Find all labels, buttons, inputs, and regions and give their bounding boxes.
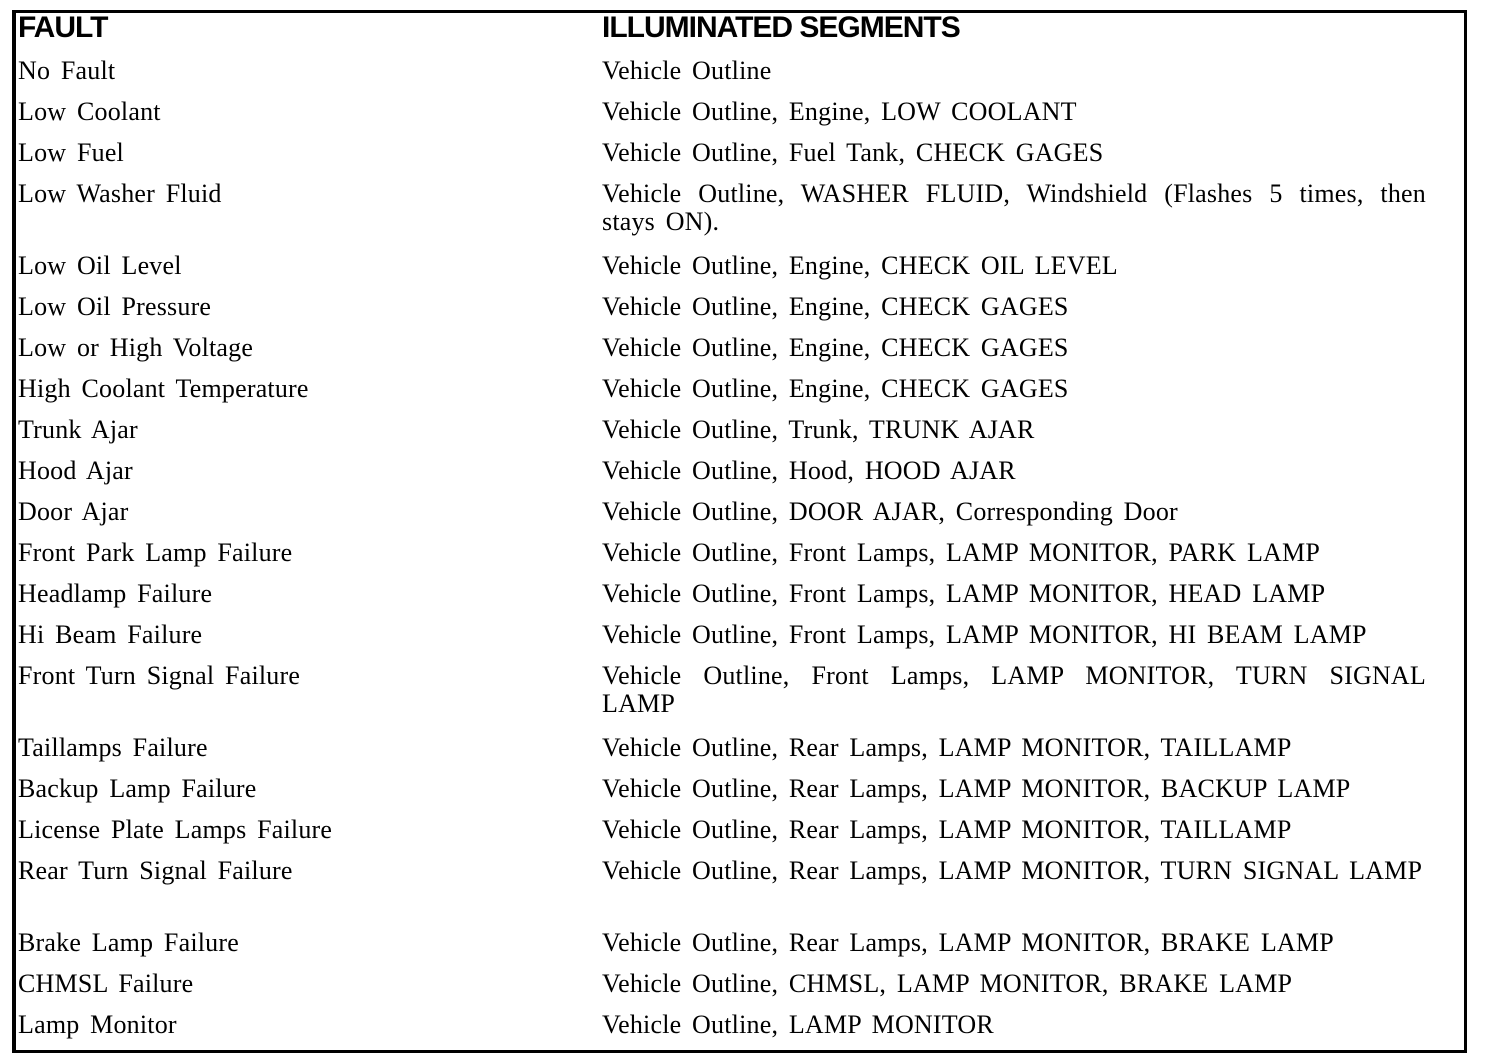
fault-cell: Rear Turn Signal Failure: [18, 856, 293, 885]
table-row: [16, 854, 1456, 926]
table-row: [16, 967, 1456, 1008]
table-row: [16, 54, 1456, 95]
segments-cell: Vehicle Outline, Rear Lamps, LAMP MONITOR, TAILLAMP: [602, 733, 1292, 762]
fault-cell: Low Oil Pressure: [18, 292, 212, 321]
table-row: [16, 536, 1456, 577]
fault-cell: Hood Ajar: [18, 456, 133, 485]
fault-cell: Brake Lamp Failure: [18, 928, 239, 957]
fault-cell: Trunk Ajar: [18, 415, 138, 444]
header-illuminated-segments: ILLUMINATED SEGMENTS: [602, 11, 960, 44]
segments-cell: Vehicle Outline, CHMSL, LAMP MONITOR, BRAKE LAMP: [602, 969, 1293, 998]
table-row: [16, 659, 1456, 731]
table-row: [16, 495, 1456, 536]
fault-cell: Low Washer Fluid: [18, 179, 222, 208]
fault-cell: Low Oil Level: [18, 251, 182, 280]
segments-cell: Vehicle Outline, DOOR AJAR, Corresponding Door: [602, 497, 1178, 526]
fault-cell: Low or High Voltage: [18, 333, 254, 362]
fault-cell: License Plate Lamps Failure: [18, 815, 333, 844]
table-row: [16, 331, 1456, 372]
fault-cell: CHMSL Failure: [18, 969, 194, 998]
table-row: [16, 95, 1456, 136]
segments-cell: Vehicle Outline, Front Lamps, LAMP MONITOR, HI BEAM LAMP: [602, 620, 1367, 649]
fault-cell: Low Coolant: [18, 97, 161, 126]
fault-cell: Backup Lamp Failure: [18, 774, 257, 803]
table-row: [16, 813, 1456, 854]
fault-cell: Lamp Monitor: [18, 1010, 177, 1039]
segments-cell: Vehicle Outline, Rear Lamps, LAMP MONITOR, TAILLAMP: [602, 815, 1292, 844]
segments-cell: Vehicle Outline, Front Lamps, LAMP MONITOR, HEAD LAMP: [602, 579, 1326, 608]
fault-cell: Hi Beam Failure: [18, 620, 203, 649]
table-row: [16, 372, 1456, 413]
segments-cell: Vehicle Outline, Rear Lamps, LAMP MONITOR, BACKUP LAMP: [602, 774, 1351, 803]
segments-cell: Vehicle Outline, Engine, LOW COOLANT: [602, 97, 1077, 126]
fault-cell: No Fault: [18, 56, 116, 85]
table-row: [16, 731, 1456, 772]
table-row: [16, 290, 1456, 331]
segments-cell: Vehicle Outline: [602, 56, 772, 85]
fault-cell: Door Ajar: [18, 497, 129, 526]
header-fault: FAULT: [18, 11, 108, 44]
segments-cell: Vehicle Outline, Rear Lamps, LAMP MONITOR, BRAKE LAMP: [602, 928, 1334, 957]
segments-cell: Vehicle Outline, WASHER FLUID, Windshield (Flashes 5 times, then stays ON).: [602, 179, 1426, 236]
segments-cell: Vehicle Outline, Front Lamps, LAMP MONITOR, TURN SIGNAL LAMP: [602, 661, 1426, 718]
fault-cell: Taillamps Failure: [18, 733, 208, 762]
segments-cell: Vehicle Outline, Engine, CHECK OIL LEVEL: [602, 251, 1118, 280]
table-row: [16, 249, 1456, 290]
segments-cell: Vehicle Outline, Fuel Tank, CHECK GAGES: [602, 138, 1104, 167]
segments-cell: Vehicle Outline, Engine, CHECK GAGES: [602, 292, 1069, 321]
table-row: [16, 413, 1456, 454]
fault-cell: Front Park Lamp Failure: [18, 538, 293, 567]
table-row: [16, 926, 1456, 967]
table-row: [16, 618, 1456, 659]
segments-cell: Vehicle Outline, Hood, HOOD AJAR: [602, 456, 1016, 485]
table-row: [16, 136, 1456, 177]
segments-cell: Vehicle Outline, Engine, CHECK GAGES: [602, 374, 1069, 403]
table-row: [16, 177, 1456, 249]
fault-table: [16, 12, 1456, 1049]
table-row: [16, 454, 1456, 495]
segments-cell: Vehicle Outline, Trunk, TRUNK AJAR: [602, 415, 1035, 444]
header-row: [16, 12, 1456, 54]
fault-cell: Low Fuel: [18, 138, 124, 167]
segments-cell: Vehicle Outline, LAMP MONITOR: [602, 1010, 994, 1039]
segments-cell: Vehicle Outline, Rear Lamps, LAMP MONITOR, TURN SIGNAL LAMP: [602, 856, 1423, 885]
table-row: [16, 577, 1456, 618]
fault-cell: Front Turn Signal Failure: [18, 661, 301, 690]
fault-cell: High Coolant Temperature: [18, 374, 309, 403]
segments-cell: Vehicle Outline, Engine, CHECK GAGES: [602, 333, 1069, 362]
table-row: [16, 1008, 1456, 1049]
table-row: [16, 772, 1456, 813]
fault-cell: Headlamp Failure: [18, 579, 213, 608]
segments-cell: Vehicle Outline, Front Lamps, LAMP MONITOR, PARK LAMP: [602, 538, 1320, 567]
